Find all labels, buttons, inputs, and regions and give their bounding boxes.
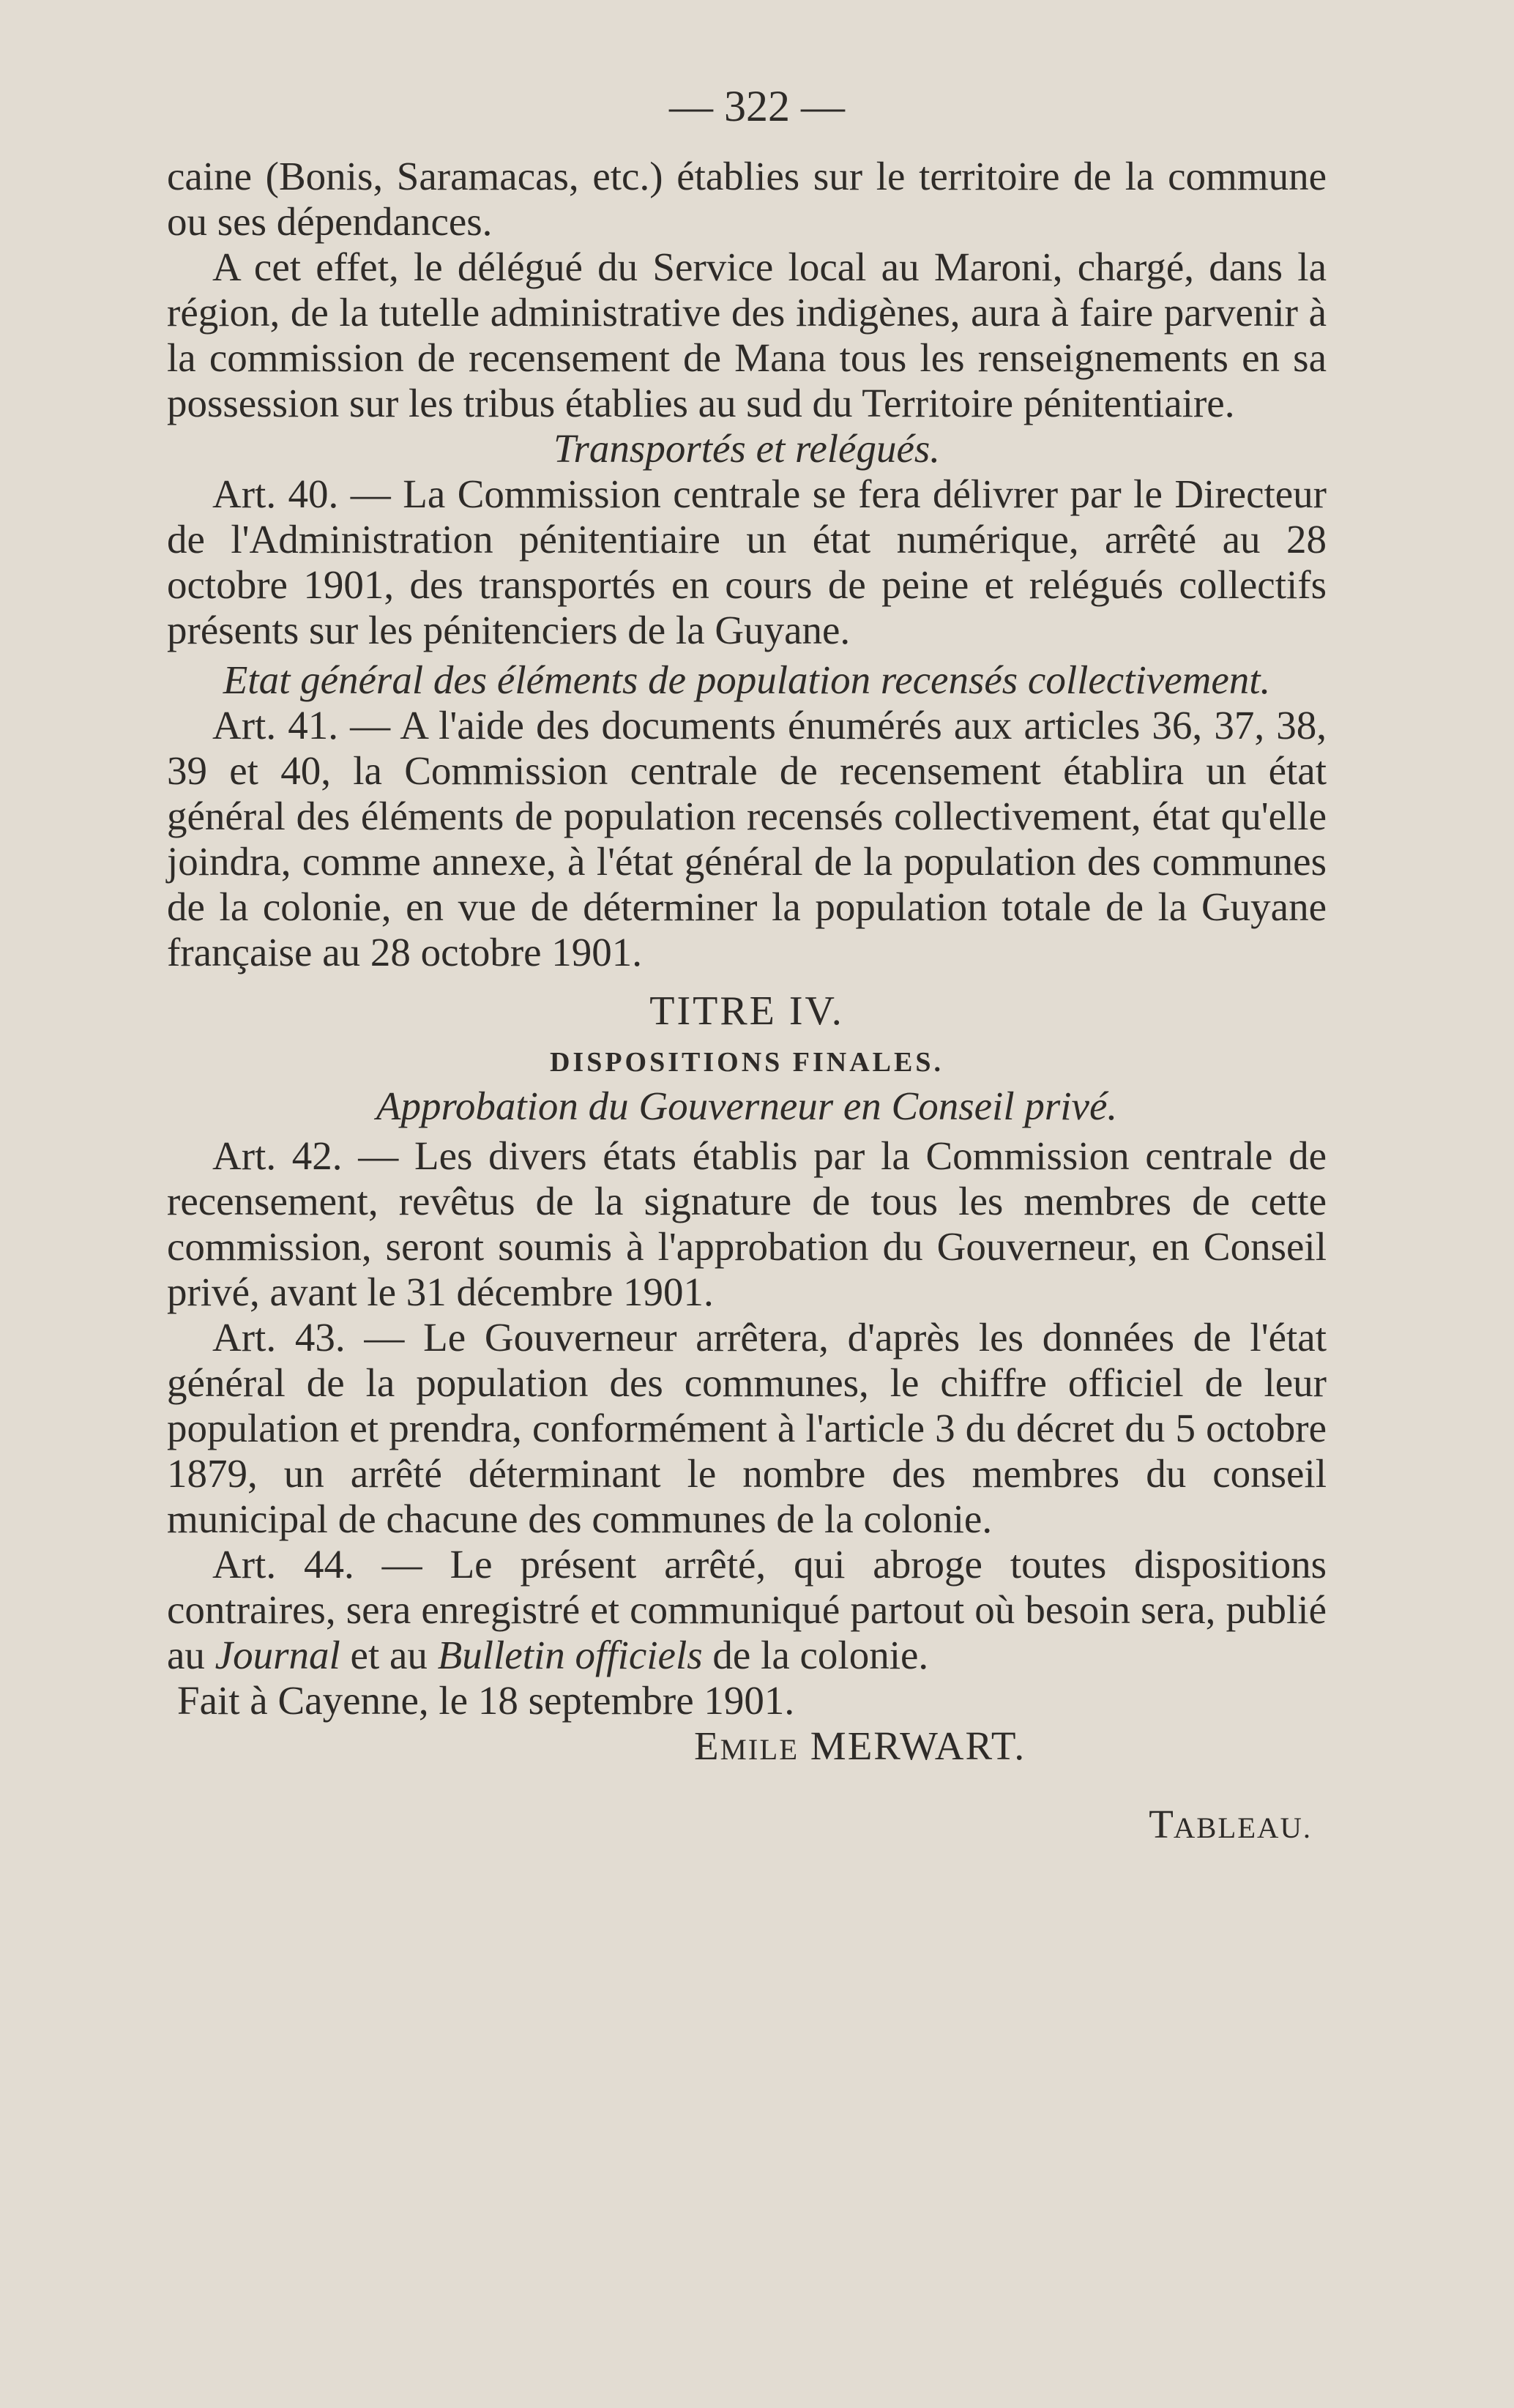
titre-heading: TITRE IV.	[649, 988, 844, 1034]
tableau-catchword	[167, 1802, 1327, 1851]
body-text	[167, 154, 1327, 1851]
signature-initial: E	[694, 1723, 720, 1768]
signature-first-name: MILE	[720, 1733, 799, 1766]
bulletin-title: Bulletin officiels	[437, 1633, 703, 1677]
page-number: — 322 —	[669, 82, 845, 130]
article-43: Art. 43. — Le Gouverneur arrêtera, d'après les données de l'état général de la population des communes, le chiffre officiel de leur population et prendra, conformément à l'article 3 du décret du 5 octobre 1879, un arrêté déterminant le nombre des membres du conseil municipal de chacune des communes de la colonie.	[167, 1315, 1327, 1541]
article-44	[167, 1542, 1327, 1678]
tableau-initial: T	[1149, 1802, 1174, 1846]
heading-etat-general: Etat général des éléments de population recensés collectivement.	[223, 657, 1271, 702]
tableau-rest: ABLEAU.	[1173, 1811, 1312, 1844]
journal-title: Journal	[215, 1633, 340, 1677]
article-44-text-a: Art. 44. — Le présent arrêté, qui abroge toutes dispositions contraires, sera enregistré et communiqué partout où besoin sera, publié au	[167, 1542, 1327, 1677]
article-40: Art. 40. — La Commission centrale se fera délivrer par le Directeur de l'Administration pénitentiaire un état numérique, arrêté au 28 octobre 1901, des transportés en cours de peine et relégués collectifs présents sur les pénitenciers de la Guyane.	[167, 471, 1327, 652]
paragraph-a-cet-effet: A cet effet, le délégué du Service local au Maroni, chargé, dans la région, de la tutelle administrative des indigènes, aura à faire parvenir à la commission de recensement de Mana tous les renseignements en sa possession sur les tribus établies au sud du Territoire pénitentiaire.	[167, 245, 1327, 425]
article-44-text-c: de la colonie.	[702, 1633, 929, 1677]
heading-transportes-relegues: Transportés et relégués.	[553, 426, 941, 471]
signature-last-name: MERWART.	[810, 1723, 1026, 1768]
article-44-text-b: et au	[340, 1633, 438, 1677]
paragraph-continuation: caine (Bonis, Saramacas, etc.) établies sur le territoire de la commune ou ses dépendances.	[167, 154, 1327, 244]
article-41: Art. 41. — A l'aide des documents énumérés aux articles 36, 37, 38, 39 et 40, la Commission centrale de recensement établira un état général des éléments de population recensés collectivement, état qu'elle joindra, comme annexe, à l'état général de la population des communes de la colonie, en vue de déterminer la population totale de la Guyane française au 28 octobre 1901.	[167, 703, 1327, 974]
signature	[167, 1723, 1327, 1773]
dispositions-finales-heading: DISPOSITIONS FINALES.	[549, 1047, 944, 1078]
article-42: Art. 42. — Les divers états établis par la Commission centrale de recensement, revêtus de la signature de tous les membres de cette commission, seront soumis à l'approbation du Gouverneur, en Conseil privé, avant le 31 décembre 1901.	[167, 1133, 1327, 1314]
fait-a-cayenne: Fait à Cayenne, le 18 septembre 1901.	[177, 1678, 795, 1723]
heading-approbation: Approbation du Gouverneur en Conseil privé.	[376, 1084, 1118, 1128]
